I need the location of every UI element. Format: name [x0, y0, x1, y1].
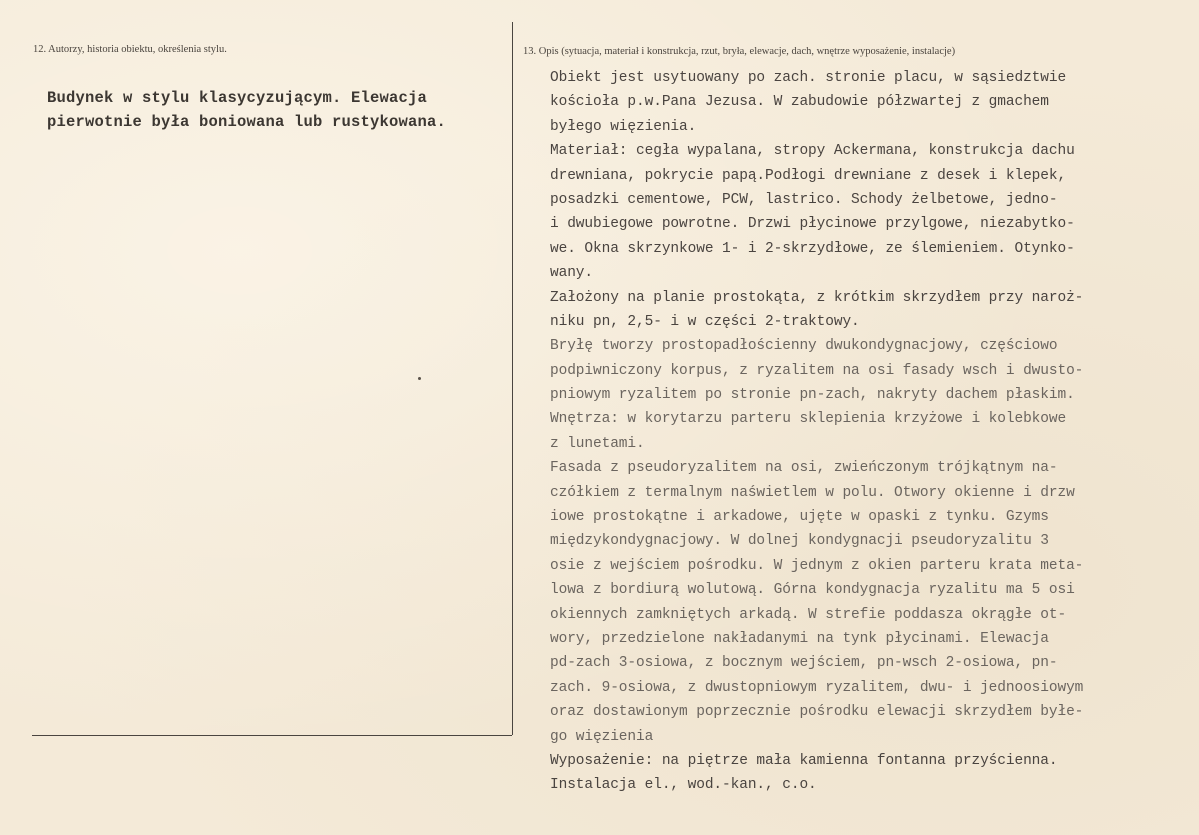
ink-dot	[418, 377, 421, 380]
description-line: kościoła p.w.Pana Jezusa. W zabudowie półzwartej z gmachem	[550, 94, 1049, 111]
description-line: posadzki cementowe, PCW, lastrico. Schody żelbetowe, jedno-	[550, 191, 1058, 208]
description-line: wany.	[550, 265, 594, 282]
description-line: byłego więzienia.	[550, 118, 697, 135]
section-13-label: 13. Opis (sytuacja, materiał i konstrukcja, rzut, bryła, elewacje, dach, wnętrze wyposażenie, instalacje)	[523, 46, 956, 57]
description-line: lowa z bordiurą wolutową. Górna kondygnacja ryzalitu ma 5 osi	[550, 582, 1075, 599]
description-line: wory, przedzielone nakładanymi na tynk płycinami. Elewacja	[550, 630, 1049, 647]
description-line: zach. 9-osiowa, z dwustopniowym ryzalitem, dwu- i jednoosiowym	[550, 679, 1084, 696]
description-line: pniowym ryzalitem po stronie pn-zach, nakryty dachem płaskim.	[550, 387, 1075, 404]
description-line: i dwubiegowe powrotne. Drzwi płycinowe przylgowe, niezabytko-	[550, 216, 1075, 233]
description-line: go więzienia	[550, 728, 654, 745]
description-line: pd-zach 3-osiowa, z bocznym wejściem, pn-wsch 2-osiowa, pn-	[550, 655, 1058, 672]
style-line: pierwotnie była boniowana lub rustykowana.	[47, 113, 447, 131]
style-line: Budynek w stylu klasycyzującym. Elewacja	[47, 89, 428, 107]
description-line: z lunetami.	[550, 435, 645, 452]
style-description	[47, 86, 507, 134]
description-line: osie z wejściem pośrodku. W jednym z okien parteru krata meta-	[550, 557, 1084, 574]
description-line: podpiwniczony korpus, z ryzalitem na osi fasady wsch i dwusto-	[550, 362, 1084, 379]
description-line: oraz dostawionym poprzecznie pośrodku elewacji skrzydłem byłe-	[550, 704, 1084, 721]
description-line: czółkiem z termalnym naświetlem w polu. Otwory okienne i drzw	[550, 484, 1075, 501]
description-line: Założony na planie prostokąta, z krótkim skrzydłem przy naroż-	[550, 289, 1084, 306]
object-description	[550, 66, 1190, 798]
description-line: Wyposażenie: na piętrze mała kamienna fontanna przyścienna.	[550, 752, 1058, 769]
description-line: Fasada z pseudoryzalitem na osi, zwieńczonym trójkątnym na-	[550, 460, 1058, 477]
column-divider	[512, 22, 513, 735]
description-line: iowe prostokątne i arkadowe, ujęte w opaski z tynku. Gzyms	[550, 509, 1049, 526]
description-line: drewniana, pokrycie papą.Podłogi drewniane z desek i klepek,	[550, 167, 1067, 184]
description-line: okiennych zamkniętych arkadą. W strefie poddasza okrągłe ot-	[550, 606, 1067, 623]
section-12-label: 12. Autorzy, historia obiektu, określenia stylu.	[33, 44, 227, 55]
bottom-rule	[32, 735, 512, 736]
description-line: Obiekt jest usytuowany po zach. stronie placu, w sąsiedztwie	[550, 70, 1067, 86]
description-line: Wnętrza: w korytarzu parteru sklepienia krzyżowe i kolebkowe	[550, 411, 1067, 428]
description-line: Bryłę tworzy prostopadłościenny dwukondygnacjowy, częściowo	[550, 338, 1058, 355]
description-line: we. Okna skrzynkowe 1- i 2-skrzydłowe, ze ślemieniem. Otynko-	[550, 240, 1075, 257]
description-line: Instalacja el., wod.-kan., c.o.	[550, 777, 817, 794]
description-line: Materiał: cegła wypalana, stropy Ackermana, konstrukcja dachu	[550, 143, 1075, 160]
description-line: niku pn, 2,5- i w części 2-traktowy.	[550, 313, 860, 330]
description-line: międzykondygnacjowy. W dolnej kondygnacji pseudoryzalitu 3	[550, 533, 1049, 550]
